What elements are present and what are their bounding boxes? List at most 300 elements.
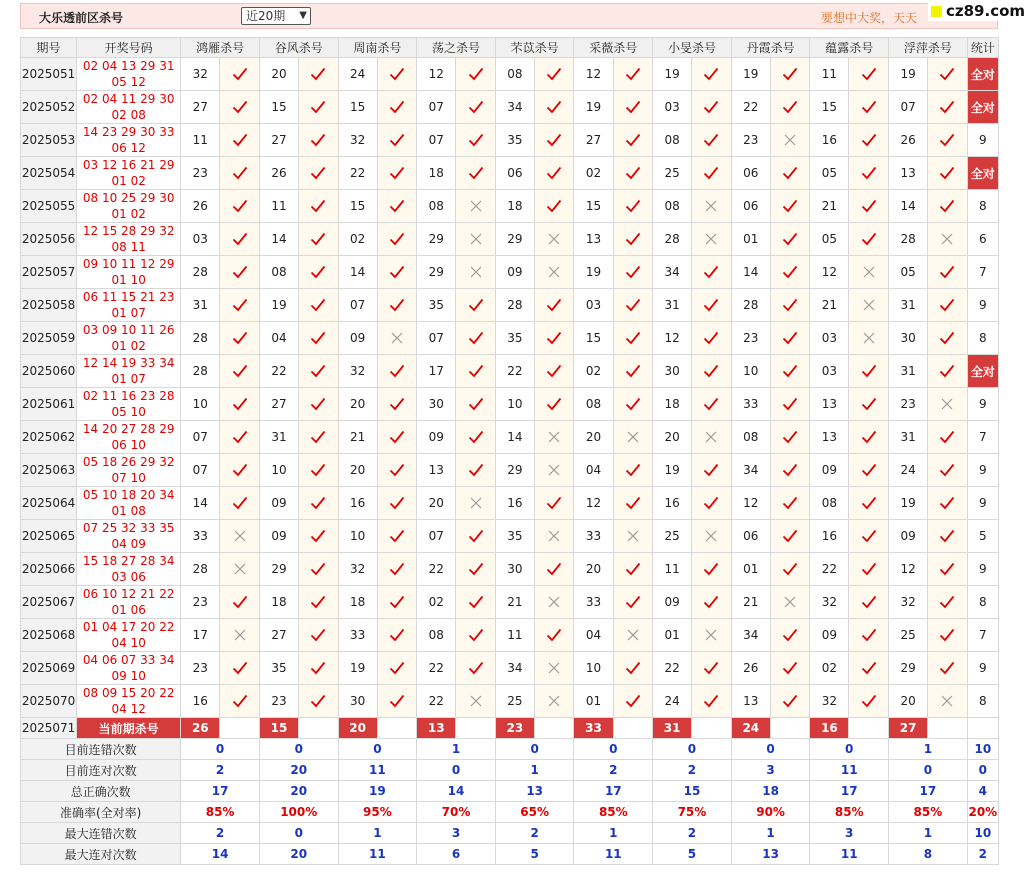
kill-number: 12	[574, 487, 613, 520]
back-numbers: 06 12	[111, 141, 146, 155]
check-icon	[468, 627, 484, 643]
result-mark	[377, 652, 417, 685]
check-icon	[232, 495, 248, 511]
result-mark	[928, 553, 968, 586]
stat-value: 85%	[574, 802, 653, 823]
kill-number: 23	[731, 124, 770, 157]
check-icon	[389, 429, 405, 445]
stat-value: 11	[338, 760, 417, 781]
cross-icon	[782, 132, 798, 148]
back-numbers: 01 02	[111, 339, 146, 353]
check-icon	[310, 462, 326, 478]
stat-summary: 10	[967, 823, 998, 844]
check-icon	[546, 132, 562, 148]
result-mark	[534, 487, 574, 520]
kill-number: 13	[810, 388, 849, 421]
kill-number: 30	[495, 553, 534, 586]
check-icon	[625, 561, 641, 577]
kill-number: 08	[259, 256, 298, 289]
check-icon	[232, 363, 248, 379]
kill-number: 33	[574, 520, 613, 553]
summary-cell: 8	[967, 190, 998, 223]
kill-number: 32	[338, 553, 377, 586]
kill-number: 26	[889, 124, 928, 157]
check-icon	[468, 528, 484, 544]
check-icon	[546, 297, 562, 313]
kill-number: 22	[495, 355, 534, 388]
kill-number: 26	[181, 190, 220, 223]
stat-value: 17	[574, 781, 653, 802]
top-bar	[20, 3, 998, 29]
result-mark	[692, 157, 732, 190]
check-icon	[468, 396, 484, 412]
result-mark	[456, 58, 496, 91]
cross-icon	[389, 330, 405, 346]
result-mark	[534, 586, 574, 619]
result-mark	[692, 388, 732, 421]
result-mark	[220, 58, 260, 91]
kill-number: 07	[417, 520, 456, 553]
kill-number: 25	[653, 520, 692, 553]
result-mark	[298, 91, 338, 124]
result-mark	[298, 685, 338, 718]
table-row	[21, 157, 999, 190]
kill-number: 06	[495, 157, 534, 190]
kill-number: 03	[574, 289, 613, 322]
result-mark	[613, 289, 653, 322]
kill-number: 09	[338, 322, 377, 355]
result-mark	[770, 124, 810, 157]
front-numbers: 12 14 19 33 34	[82, 356, 175, 370]
result-mark	[849, 322, 889, 355]
result-mark	[849, 454, 889, 487]
check-icon	[310, 198, 326, 214]
kill-number: 03	[810, 322, 849, 355]
check-icon	[861, 693, 877, 709]
period-cell: 2025057	[21, 256, 77, 289]
kill-number: 08	[417, 619, 456, 652]
kill-number: 01	[731, 553, 770, 586]
kill-number: 02	[338, 223, 377, 256]
summary-cell: 全对	[967, 91, 998, 124]
check-icon	[389, 363, 405, 379]
kill-number: 27	[259, 124, 298, 157]
stat-value: 6	[417, 844, 496, 865]
cross-icon	[861, 330, 877, 346]
header-expert: 芣苡杀号	[495, 38, 574, 58]
result-mark	[770, 487, 810, 520]
check-icon	[703, 330, 719, 346]
stat-label: 目前连错次数	[21, 739, 181, 760]
kill-number: 30	[417, 388, 456, 421]
check-icon	[625, 297, 641, 313]
check-icon	[939, 660, 955, 676]
slogan-marquee[interactable]: 要想中大奖，天天	[821, 11, 918, 25]
kill-number: 03	[181, 223, 220, 256]
result-mark	[534, 256, 574, 289]
kill-number: 28	[731, 289, 770, 322]
check-icon	[939, 132, 955, 148]
check-icon	[389, 594, 405, 610]
stat-value: 1	[889, 823, 968, 844]
kill-number: 18	[259, 586, 298, 619]
check-icon	[861, 165, 877, 181]
result-mark	[377, 553, 417, 586]
kill-number: 11	[653, 553, 692, 586]
current-kill-number: 24	[731, 718, 770, 739]
header-expert: 丹霞杀号	[731, 38, 810, 58]
kill-number: 13	[889, 157, 928, 190]
check-icon	[782, 99, 798, 115]
current-kill-number: 15	[259, 718, 298, 739]
header-summary: 统计	[967, 38, 998, 58]
check-icon	[546, 99, 562, 115]
check-icon	[468, 330, 484, 346]
summary-cell: 9	[967, 454, 998, 487]
stat-value: 95%	[338, 802, 417, 823]
header-expert: 周南杀号	[338, 38, 417, 58]
period-range-select[interactable]	[241, 7, 311, 25]
header-expert: 蕴露杀号	[810, 38, 889, 58]
check-icon	[625, 330, 641, 346]
check-icon	[703, 693, 719, 709]
kill-number: 06	[731, 157, 770, 190]
check-icon	[939, 528, 955, 544]
table-row	[21, 454, 999, 487]
kill-number: 20	[653, 421, 692, 454]
draw-numbers-cell	[77, 355, 181, 388]
period-cell: 2025062	[21, 421, 77, 454]
kill-number: 23	[181, 586, 220, 619]
check-icon	[703, 165, 719, 181]
cross-icon	[546, 528, 562, 544]
header-numbers: 开奖号码	[77, 38, 181, 58]
result-mark	[770, 256, 810, 289]
check-icon	[468, 561, 484, 577]
kill-number: 13	[574, 223, 613, 256]
summary-cell: 9	[967, 124, 998, 157]
check-icon	[310, 330, 326, 346]
result-mark	[534, 289, 574, 322]
stat-value: 1	[731, 823, 810, 844]
cross-icon	[782, 594, 798, 610]
kill-number: 19	[338, 652, 377, 685]
table-row	[21, 190, 999, 223]
check-icon	[861, 462, 877, 478]
kill-number: 19	[574, 91, 613, 124]
kill-number: 09	[889, 520, 928, 553]
result-mark	[613, 157, 653, 190]
result-mark	[692, 223, 732, 256]
check-icon	[468, 462, 484, 478]
kill-number: 23	[259, 685, 298, 718]
result-mark	[692, 421, 732, 454]
check-icon	[939, 495, 955, 511]
kill-number: 23	[731, 322, 770, 355]
check-icon	[310, 561, 326, 577]
kill-number: 13	[417, 454, 456, 487]
stat-label: 总正确次数	[21, 781, 181, 802]
result-mark	[456, 124, 496, 157]
stat-value: 2	[495, 823, 574, 844]
kill-number: 07	[417, 124, 456, 157]
kill-number: 12	[653, 322, 692, 355]
check-icon	[310, 396, 326, 412]
kill-number: 15	[338, 190, 377, 223]
period-cell: 2025070	[21, 685, 77, 718]
check-icon	[625, 495, 641, 511]
cross-icon	[861, 264, 877, 280]
back-numbers: 06 10	[111, 438, 146, 452]
kill-number: 24	[889, 454, 928, 487]
kill-number: 34	[653, 256, 692, 289]
check-icon	[861, 660, 877, 676]
draw-numbers-cell	[77, 652, 181, 685]
header-expert: 采薇杀号	[574, 38, 653, 58]
current-kill-number: 23	[495, 718, 534, 739]
check-icon	[703, 561, 719, 577]
result-mark	[377, 91, 417, 124]
cross-icon	[468, 198, 484, 214]
cross-icon	[232, 528, 248, 544]
check-icon	[939, 363, 955, 379]
check-icon	[703, 297, 719, 313]
result-mark	[220, 190, 260, 223]
stat-value: 18	[731, 781, 810, 802]
kill-number: 03	[653, 91, 692, 124]
check-icon	[468, 363, 484, 379]
kill-number: 12	[731, 487, 770, 520]
kill-number: 12	[889, 553, 928, 586]
stat-row	[21, 802, 999, 823]
kill-number: 12	[574, 58, 613, 91]
summary-cell: 8	[967, 586, 998, 619]
check-icon	[703, 660, 719, 676]
kill-number: 20	[889, 685, 928, 718]
kill-number: 34	[495, 91, 534, 124]
check-icon	[861, 132, 877, 148]
check-icon	[546, 330, 562, 346]
kill-number: 08	[653, 190, 692, 223]
stat-value: 0	[653, 739, 732, 760]
check-icon	[232, 231, 248, 247]
kill-number: 13	[810, 421, 849, 454]
kill-number: 16	[495, 487, 534, 520]
kill-number: 05	[810, 223, 849, 256]
result-mark	[298, 553, 338, 586]
check-icon	[782, 561, 798, 577]
result-mark	[770, 619, 810, 652]
result-mark	[534, 685, 574, 718]
result-mark	[456, 223, 496, 256]
check-icon	[389, 660, 405, 676]
check-icon	[389, 132, 405, 148]
period-cell: 2025052	[21, 91, 77, 124]
kill-number: 08	[574, 388, 613, 421]
stat-summary: 2	[967, 844, 998, 865]
check-icon	[939, 561, 955, 577]
result-mark	[456, 619, 496, 652]
result-mark	[849, 388, 889, 421]
result-mark	[377, 322, 417, 355]
front-numbers: 02 11 16 23 28	[82, 389, 175, 403]
stat-row	[21, 781, 999, 802]
kill-number: 16	[181, 685, 220, 718]
result-mark	[613, 487, 653, 520]
check-icon	[468, 594, 484, 610]
check-icon	[310, 693, 326, 709]
check-icon	[703, 495, 719, 511]
check-icon	[939, 165, 955, 181]
result-mark	[220, 223, 260, 256]
check-icon	[782, 462, 798, 478]
result-mark	[692, 124, 732, 157]
check-icon	[546, 561, 562, 577]
result-mark	[849, 223, 889, 256]
kill-number: 35	[495, 124, 534, 157]
result-mark	[692, 586, 732, 619]
check-icon	[703, 396, 719, 412]
check-icon	[939, 99, 955, 115]
cross-icon	[468, 693, 484, 709]
table-header-row	[21, 38, 999, 58]
header-period: 期号	[21, 38, 77, 58]
check-icon	[625, 693, 641, 709]
check-icon	[625, 66, 641, 82]
stat-value: 85%	[889, 802, 968, 823]
current-kill-number: 31	[653, 718, 692, 739]
result-mark	[220, 685, 260, 718]
stat-row	[21, 823, 999, 844]
summary-cell: 8	[967, 685, 998, 718]
cross-icon	[546, 429, 562, 445]
result-mark	[534, 223, 574, 256]
check-icon	[703, 462, 719, 478]
check-icon	[232, 165, 248, 181]
period-cell: 2025053	[21, 124, 77, 157]
kill-number: 15	[338, 91, 377, 124]
check-icon	[782, 330, 798, 346]
summary-cell: 全对	[967, 355, 998, 388]
kill-number: 04	[574, 619, 613, 652]
header-expert: 荡之杀号	[417, 38, 496, 58]
result-mark	[613, 58, 653, 91]
stat-value: 13	[731, 844, 810, 865]
result-mark	[377, 487, 417, 520]
check-icon	[861, 528, 877, 544]
result-mark	[928, 619, 968, 652]
stat-summary: 10	[967, 739, 998, 760]
result-mark	[534, 619, 574, 652]
draw-numbers-cell	[77, 487, 181, 520]
check-icon	[939, 264, 955, 280]
stat-row	[21, 739, 999, 760]
check-icon	[232, 198, 248, 214]
front-numbers: 06 10 12 21 22	[82, 587, 175, 601]
result-mark	[692, 289, 732, 322]
kill-number: 33	[338, 619, 377, 652]
kill-number: 03	[810, 355, 849, 388]
stat-value: 1	[338, 823, 417, 844]
check-icon	[389, 627, 405, 643]
result-mark	[377, 223, 417, 256]
kill-number: 28	[181, 355, 220, 388]
result-mark	[377, 256, 417, 289]
result-mark	[849, 520, 889, 553]
kill-number: 28	[653, 223, 692, 256]
kill-number: 19	[653, 454, 692, 487]
front-numbers: 02 04 13 29 31	[82, 59, 175, 73]
table-row	[21, 421, 999, 454]
header-expert: 谷风杀号	[259, 38, 338, 58]
check-icon	[389, 693, 405, 709]
current-kill-number: 13	[417, 718, 456, 739]
kill-number: 18	[653, 388, 692, 421]
kill-number: 24	[653, 685, 692, 718]
check-icon	[703, 594, 719, 610]
result-mark	[849, 553, 889, 586]
check-icon	[703, 132, 719, 148]
stat-value: 2	[181, 823, 260, 844]
result-mark	[298, 124, 338, 157]
kill-number: 02	[574, 157, 613, 190]
back-numbers: 01 02	[111, 174, 146, 188]
kill-number: 12	[417, 58, 456, 91]
kill-number: 25	[653, 157, 692, 190]
empty-cell	[613, 718, 653, 739]
period-cell: 2025066	[21, 553, 77, 586]
check-icon	[861, 396, 877, 412]
draw-numbers-cell	[77, 58, 181, 91]
result-mark	[928, 355, 968, 388]
result-mark	[928, 487, 968, 520]
empty-cell	[298, 718, 338, 739]
result-mark	[613, 256, 653, 289]
result-mark	[613, 322, 653, 355]
draw-numbers-cell	[77, 388, 181, 421]
current-kill-number: 20	[338, 718, 377, 739]
result-mark	[456, 256, 496, 289]
table-row	[21, 256, 999, 289]
kill-number: 26	[259, 157, 298, 190]
check-icon	[782, 363, 798, 379]
site-logo[interactable]	[928, 1, 1031, 21]
result-mark	[534, 421, 574, 454]
cross-icon	[468, 495, 484, 511]
kill-number: 02	[417, 586, 456, 619]
check-icon	[861, 66, 877, 82]
empty-cell	[692, 718, 732, 739]
stat-value: 3	[810, 823, 889, 844]
kill-number: 08	[417, 190, 456, 223]
kill-number: 29	[495, 454, 534, 487]
result-mark	[849, 421, 889, 454]
cross-icon	[939, 231, 955, 247]
result-mark	[220, 256, 260, 289]
period-range-value: 近20期	[246, 9, 286, 23]
kill-number: 09	[810, 619, 849, 652]
check-icon	[546, 66, 562, 82]
table-row	[21, 685, 999, 718]
check-icon	[861, 363, 877, 379]
kill-number: 16	[810, 520, 849, 553]
draw-numbers-cell	[77, 520, 181, 553]
kill-number: 25	[889, 619, 928, 652]
kill-number: 04	[259, 322, 298, 355]
result-mark	[928, 520, 968, 553]
check-icon	[310, 264, 326, 280]
empty-cell	[770, 718, 810, 739]
